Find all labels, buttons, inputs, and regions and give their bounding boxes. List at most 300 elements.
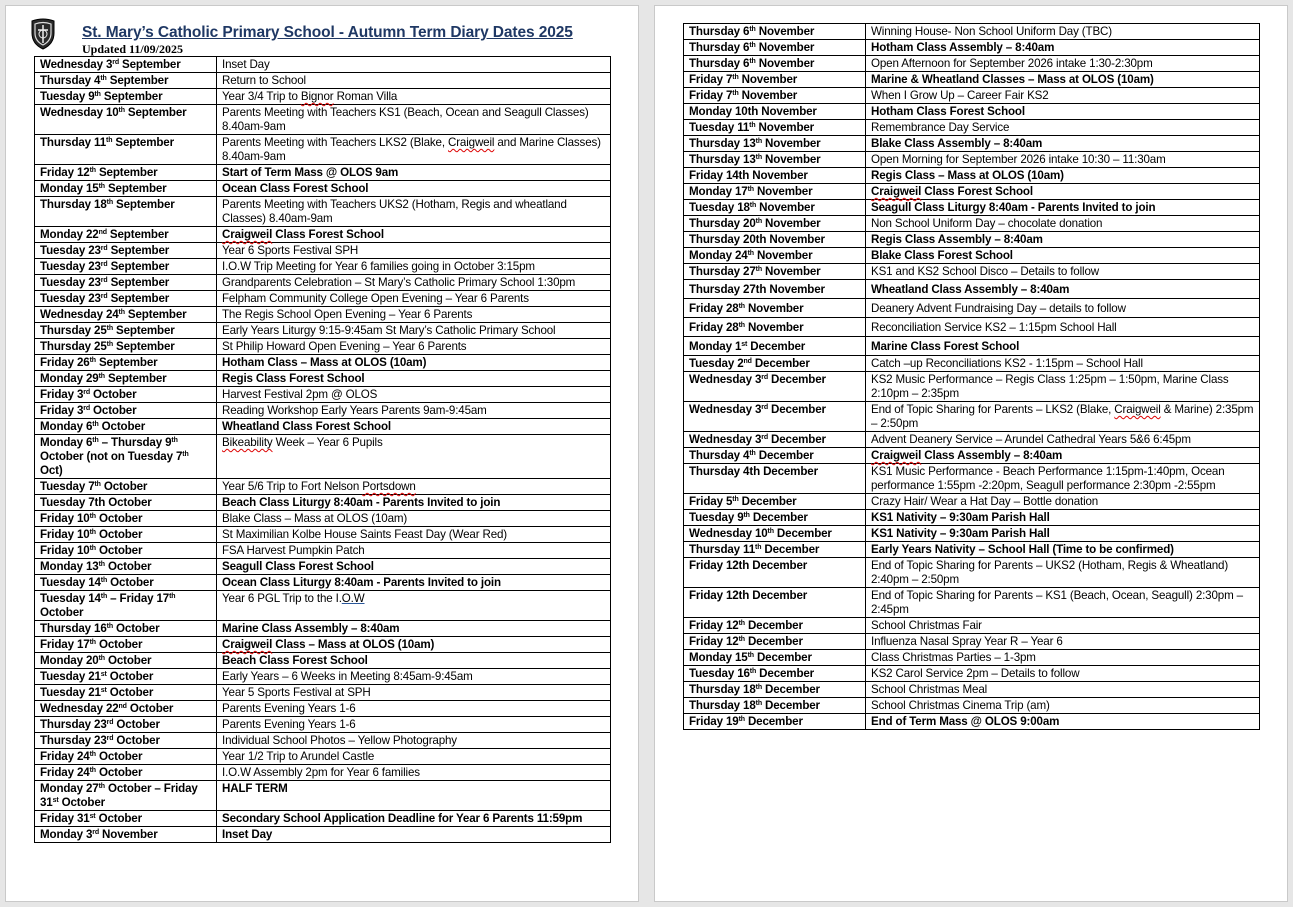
- diary-row: [35, 371, 611, 387]
- event-description: Winning House- Non School Uniform Day (TBC): [866, 24, 1260, 40]
- event-date: Wednesday 24th September: [35, 307, 217, 323]
- event-date: Friday 24th October: [35, 765, 217, 781]
- event-description: Wheatland Class Assembly – 8:40am: [866, 280, 1260, 299]
- ordinal-suffix: th: [106, 623, 113, 630]
- diary-row: [684, 72, 1260, 88]
- event-date: Thursday 6th November: [684, 56, 866, 72]
- event-date: Tuesday 11th November: [684, 120, 866, 136]
- ordinal-suffix: st: [100, 687, 107, 694]
- event-description: Influenza Nasal Spray Year R – Year 6: [866, 634, 1260, 650]
- diary-row: [684, 40, 1260, 56]
- event-description: Marine Class Assembly – 8:40am: [217, 621, 611, 637]
- diary-row: [684, 264, 1260, 280]
- event-description: Advent Deanery Service – Arundel Cathedral Years 5&6 6:45pm: [866, 432, 1260, 448]
- event-description: Reconciliation Service KS2 – 1:15pm School Hall: [866, 318, 1260, 337]
- event-date: Friday 10th October: [35, 527, 217, 543]
- event-date: Tuesday 21st October: [35, 685, 217, 701]
- diary-row: [35, 339, 611, 355]
- ordinal-suffix: th: [98, 655, 105, 662]
- diary-dates-table: [683, 23, 1260, 730]
- diary-row: [684, 24, 1260, 40]
- ordinal-suffix: th: [106, 341, 113, 348]
- diary-row: [684, 200, 1260, 216]
- ordinal-suffix: th: [89, 167, 96, 174]
- event-date: Thursday 23rd October: [35, 733, 217, 749]
- event-description: KS1 Nativity – 9:30am Parish Hall: [866, 526, 1260, 542]
- ordinal-suffix: th: [749, 668, 757, 675]
- diary-row: [35, 811, 611, 827]
- diary-row: [35, 435, 611, 479]
- ordinal-suffix: th: [89, 751, 96, 758]
- updated-date: Updated 11/09/2025: [82, 42, 184, 56]
- event-date: Monday 13th October: [35, 559, 217, 575]
- diary-row: [35, 717, 611, 733]
- event-description: Blake Class – Mass at OLOS (10am): [217, 511, 611, 527]
- event-date: Wednesday 3rd December: [684, 372, 866, 402]
- ordinal-suffix: th: [106, 199, 113, 206]
- event-date: Friday 26th September: [35, 355, 217, 371]
- event-date: Friday 14th November: [684, 168, 866, 184]
- diary-row: [35, 701, 611, 717]
- event-date: Thursday 11th September: [35, 135, 217, 165]
- diary-row: [35, 765, 611, 781]
- ordinal-suffix: th: [100, 593, 108, 600]
- event-date: Thursday 18th December: [684, 682, 866, 698]
- ordinal-suffix: st: [52, 797, 59, 804]
- ordinal-suffix: th: [98, 561, 105, 568]
- event-date: Monday 17th November: [684, 184, 866, 200]
- event-description: Secondary School Application Deadline for Year 6 Parents 11:59pm: [217, 811, 611, 827]
- diary-row: [35, 243, 611, 259]
- diary-row: [35, 89, 611, 105]
- diary-row: [35, 559, 611, 575]
- ordinal-suffix: th: [89, 529, 96, 536]
- spellcheck-word: Craigweil: [871, 449, 922, 462]
- event-description: Open Morning for September 2026 intake 10:30 – 11:30am: [866, 152, 1260, 168]
- diary-row: [684, 588, 1260, 618]
- ordinal-suffix: rd: [83, 389, 90, 396]
- event-date: Tuesday 9th December: [684, 510, 866, 526]
- event-description: When I Grow Up – Career Fair KS2: [866, 88, 1260, 104]
- event-description: Early Years Nativity – School Hall (Time to be confirmed): [866, 542, 1260, 558]
- diary-row: [35, 291, 611, 307]
- ordinal-suffix: rd: [100, 293, 108, 300]
- event-date: Monday 29th September: [35, 371, 217, 387]
- event-description: Crazy Hair/ Wear a Hat Day – Bottle donation: [866, 494, 1260, 510]
- event-description: Seagull Class Liturgy 8:40am - Parents Invited to join: [866, 200, 1260, 216]
- ordinal-suffix: th: [738, 321, 745, 329]
- event-description: Inset Day: [217, 827, 611, 843]
- event-date: Friday 12th December: [684, 618, 866, 634]
- diary-row: [684, 299, 1260, 318]
- ordinal-suffix: rd: [761, 404, 768, 411]
- event-date: Thursday 20th November: [684, 216, 866, 232]
- event-description: End of Term Mass @ OLOS 9:00am: [866, 714, 1260, 730]
- event-date: Monday 15th December: [684, 650, 866, 666]
- event-description: Craigweil Class Assembly – 8:40am: [866, 448, 1260, 464]
- event-date: Friday 3rd October: [35, 403, 217, 419]
- event-date: Thursday 23rd October: [35, 717, 217, 733]
- diary-row: [684, 698, 1260, 714]
- ordinal-suffix: th: [89, 639, 96, 646]
- diary-row: [35, 511, 611, 527]
- event-date: Tuesday 21st October: [35, 669, 217, 685]
- event-description: School Christmas Cinema Trip (am): [866, 698, 1260, 714]
- event-description: Non School Uniform Day – chocolate donation: [866, 216, 1260, 232]
- event-description: I.O.W Trip Meeting for Year 6 families going in October 3:15pm: [217, 259, 611, 275]
- event-description: Reading Workshop Early Years Parents 9am-9:45am: [217, 403, 611, 419]
- ordinal-suffix: th: [100, 75, 107, 82]
- ordinal-suffix: th: [755, 138, 762, 145]
- event-description: Hotham Class Forest School: [866, 104, 1260, 120]
- event-description: Hotham Class – Mass at OLOS (10am): [217, 355, 611, 371]
- diary-row: [684, 56, 1260, 72]
- event-date: Wednesday 3rd December: [684, 432, 866, 448]
- diary-row: [35, 181, 611, 197]
- ordinal-suffix: rd: [100, 245, 108, 252]
- diary-row: [35, 543, 611, 559]
- event-description: Catch –up Reconciliations KS2 - 1:15pm – School Hall: [866, 356, 1260, 372]
- diary-row: [684, 618, 1260, 634]
- event-description: Deanery Advent Fundraising Day – details to follow: [866, 299, 1260, 318]
- ordinal-suffix: st: [100, 671, 107, 678]
- diary-row: [35, 419, 611, 435]
- event-date: Friday 3rd October: [35, 387, 217, 403]
- ordinal-suffix: th: [755, 684, 762, 691]
- spellcheck-word: Craigweil: [1114, 403, 1161, 416]
- event-description: Wheatland Class Forest School: [217, 419, 611, 435]
- event-date: Friday 5th December: [684, 494, 866, 510]
- event-description: Blake Class Forest School: [866, 248, 1260, 264]
- event-date: Friday 10th October: [35, 511, 217, 527]
- event-date: Thursday 18th December: [684, 698, 866, 714]
- event-date: Thursday 6th November: [684, 40, 866, 56]
- diary-row: [684, 666, 1260, 682]
- diary-row: [684, 280, 1260, 299]
- event-date: Tuesday 18th November: [684, 200, 866, 216]
- ordinal-suffix: th: [169, 593, 176, 600]
- event-description: Felpham Community College Open Evening – Year 6 Parents: [217, 291, 611, 307]
- ordinal-suffix: th: [747, 250, 754, 257]
- event-description: I.O.W Assembly 2pm for Year 6 families: [217, 765, 611, 781]
- event-date: Wednesday 3rd December: [684, 402, 866, 432]
- ordinal-suffix: th: [118, 107, 125, 114]
- document-title: St. Mary’s Catholic Primary School - Autumn Term Diary Dates 2025: [82, 24, 573, 41]
- event-date: Thursday 11th December: [684, 542, 866, 558]
- ordinal-suffix: th: [106, 325, 113, 332]
- diary-row: [684, 88, 1260, 104]
- ordinal-suffix: th: [738, 636, 745, 643]
- event-description: KS1 Music Performance - Beach Performance 1:15pm-1:40pm, Ocean performance 1:55pm -2:20pm, Seagull performance 2:30pm -2:55pm: [866, 464, 1260, 494]
- ordinal-suffix: th: [747, 652, 754, 659]
- spellcheck-word: Bikeability: [222, 436, 273, 449]
- ordinal-suffix: nd: [743, 358, 752, 365]
- event-date: Wednesday 10th December: [684, 526, 866, 542]
- diary-row: [684, 526, 1260, 542]
- diary-row: [684, 494, 1260, 510]
- ordinal-suffix: th: [106, 137, 113, 144]
- ordinal-suffix: th: [92, 421, 99, 428]
- ordinal-suffix: rd: [761, 374, 768, 381]
- event-description: Hotham Class Assembly – 8:40am: [866, 40, 1260, 56]
- diary-row: [35, 781, 611, 811]
- ordinal-suffix: th: [743, 512, 750, 519]
- diary-row: [35, 733, 611, 749]
- diary-row: [35, 685, 611, 701]
- school-crest-icon: [29, 18, 57, 50]
- event-description: Craigweil Class – Mass at OLOS (10am): [217, 637, 611, 653]
- ordinal-suffix: th: [100, 577, 108, 584]
- event-description: KS1 and KS2 School Disco – Details to follow: [866, 264, 1260, 280]
- diary-row: [35, 669, 611, 685]
- event-description: Parents Evening Years 1-6: [217, 701, 611, 717]
- event-date: Thursday 13th November: [684, 136, 866, 152]
- ordinal-suffix: th: [94, 481, 101, 488]
- event-date: Friday 7th November: [684, 72, 866, 88]
- ordinal-suffix: st: [89, 813, 96, 820]
- diary-row: [35, 57, 611, 73]
- ordinal-suffix: th: [755, 700, 762, 707]
- event-description: End of Topic Sharing for Parents – UKS2 (Hotham, Regis & Wheatland) 2:40pm – 2:50pm: [866, 558, 1260, 588]
- event-description: Class Christmas Parties – 1-3pm: [866, 650, 1260, 666]
- event-date: Wednesday 10th September: [35, 105, 217, 135]
- diary-row: [684, 634, 1260, 650]
- diary-row: [35, 227, 611, 243]
- diary-row: [35, 637, 611, 653]
- event-date: Friday 12th December: [684, 558, 866, 588]
- diary-row: [684, 248, 1260, 264]
- event-date: Friday 31st October: [35, 811, 217, 827]
- event-date: Tuesday 2nd December: [684, 356, 866, 372]
- ordinal-suffix: th: [755, 266, 762, 273]
- diary-row: [35, 275, 611, 291]
- event-description: Ocean Class Liturgy 8:40am - Parents Invited to join: [217, 575, 611, 591]
- event-date: Thursday 4th December: [684, 464, 866, 494]
- event-date: Thursday 20th November: [684, 232, 866, 248]
- event-description: Grandparents Celebration – St Mary’s Catholic Primary School 1:30pm: [217, 275, 611, 291]
- ordinal-suffix: th: [755, 154, 762, 161]
- diary-row: [684, 542, 1260, 558]
- event-date: Tuesday 7th October: [35, 495, 217, 511]
- ordinal-suffix: rd: [100, 261, 108, 268]
- ordinal-suffix: th: [747, 186, 754, 193]
- event-date: Friday 17th October: [35, 637, 217, 653]
- ordinal-suffix: th: [749, 202, 757, 209]
- spellcheck-word: Portsdown: [362, 480, 416, 493]
- event-date: Thursday 4th December: [684, 448, 866, 464]
- spellcheck-word: Bignor: [300, 90, 334, 103]
- diary-row: [35, 495, 611, 511]
- event-description: KS2 Music Performance – Regis Class 1:25pm – 1:50pm, Marine Class 2:10pm – 2:35pm: [866, 372, 1260, 402]
- event-date: Wednesday 22nd October: [35, 701, 217, 717]
- event-date: Friday 28th November: [684, 299, 866, 318]
- diary-row: [35, 387, 611, 403]
- event-date: Tuesday 14th – Friday 17th October: [35, 591, 217, 621]
- diary-row: [684, 558, 1260, 588]
- document-page-2: [654, 5, 1288, 902]
- diary-row: [684, 216, 1260, 232]
- event-description: FSA Harvest Pumpkin Patch: [217, 543, 611, 559]
- diary-row: [35, 749, 611, 765]
- event-date: Monday 20th October: [35, 653, 217, 669]
- diary-row: [684, 448, 1260, 464]
- event-description: Year 5/6 Trip to Fort Nelson Portsdown: [217, 479, 611, 495]
- diary-row: [684, 402, 1260, 432]
- ordinal-suffix: th: [89, 545, 96, 552]
- event-description: Craigweil Class Forest School: [866, 184, 1260, 200]
- diary-row: [684, 168, 1260, 184]
- event-date: Monday 24th November: [684, 248, 866, 264]
- diary-row: [35, 73, 611, 89]
- event-description: Marine & Wheatland Classes – Mass at OLOS (10am): [866, 72, 1260, 88]
- ordinal-suffix: th: [171, 437, 178, 444]
- event-date: Tuesday 23rd September: [35, 275, 217, 291]
- event-description: End of Topic Sharing for Parents – KS1 (Beach, Ocean, Seagull) 2:30pm – 2:45pm: [866, 588, 1260, 618]
- event-date: Friday 12th December: [684, 588, 866, 618]
- event-date: Monday 22nd September: [35, 227, 217, 243]
- event-date: Friday 28th November: [684, 318, 866, 337]
- event-date: Monday 15th September: [35, 181, 217, 197]
- ordinal-suffix: th: [92, 437, 99, 444]
- diary-row: [35, 323, 611, 339]
- event-date: Thursday 25th September: [35, 339, 217, 355]
- event-date: Thursday 25th September: [35, 323, 217, 339]
- diary-row: [35, 575, 611, 591]
- event-description: Seagull Class Forest School: [217, 559, 611, 575]
- ordinal-suffix: th: [732, 90, 739, 97]
- diary-row: [35, 165, 611, 181]
- diary-row: [684, 318, 1260, 337]
- event-description: Parents Meeting with Teachers UKS2 (Hotham, Regis and wheatland Classes) 8.40am-9am: [217, 197, 611, 227]
- event-description: Ocean Class Forest School: [217, 181, 611, 197]
- event-description: Regis Class – Mass at OLOS (10am): [866, 168, 1260, 184]
- diary-row: [35, 355, 611, 371]
- event-date: Monday 6th October: [35, 419, 217, 435]
- event-description: Year 5 Sports Festival at SPH: [217, 685, 611, 701]
- event-description: St Philip Howard Open Evening – Year 6 Parents: [217, 339, 611, 355]
- diary-row: [35, 307, 611, 323]
- event-description: Parents Evening Years 1-6: [217, 717, 611, 733]
- ordinal-suffix: rd: [100, 277, 108, 284]
- event-description: Early Years Liturgy 9:15-9:45am St Mary’s Catholic Primary School: [217, 323, 611, 339]
- event-date: Thursday 18th September: [35, 197, 217, 227]
- diary-row: [35, 105, 611, 135]
- event-description: Inset Day: [217, 57, 611, 73]
- event-description: Harvest Festival 2pm @ OLOS: [217, 387, 611, 403]
- diary-row: [684, 432, 1260, 448]
- diary-row: [684, 464, 1260, 494]
- event-date: Thursday 27th November: [684, 280, 866, 299]
- event-date: Thursday 13th November: [684, 152, 866, 168]
- ordinal-suffix: th: [89, 767, 96, 774]
- ordinal-suffix: th: [182, 451, 189, 458]
- event-description: School Christmas Fair: [866, 618, 1260, 634]
- diary-row: [684, 104, 1260, 120]
- event-description: KS1 Nativity – 9:30am Parish Hall: [866, 510, 1260, 526]
- ordinal-suffix: rd: [92, 829, 99, 836]
- diary-row: [684, 714, 1260, 730]
- ordinal-suffix: th: [738, 302, 745, 310]
- ordinal-suffix: th: [738, 620, 745, 627]
- ordinal-suffix: th: [98, 783, 105, 790]
- diary-row: [684, 232, 1260, 248]
- ordinal-suffix: th: [98, 183, 105, 190]
- ordinal-suffix: nd: [98, 229, 107, 236]
- event-description: Blake Class Assembly – 8:40am: [866, 136, 1260, 152]
- event-date: Friday 12th December: [684, 634, 866, 650]
- diary-row: [684, 510, 1260, 526]
- event-date: Friday 10th October: [35, 543, 217, 559]
- event-date: Friday 7th November: [684, 88, 866, 104]
- event-description: Bikeability Week – Year 6 Pupils: [217, 435, 611, 479]
- diary-row: [35, 527, 611, 543]
- event-description: Parents Meeting with Teachers KS1 (Beach, Ocean and Seagull Classes) 8.40am-9am: [217, 105, 611, 135]
- event-description: Beach Class Liturgy 8:40am - Parents Invited to join: [217, 495, 611, 511]
- event-date: Tuesday 9th September: [35, 89, 217, 105]
- event-description: Regis Class Assembly – 8:40am: [866, 232, 1260, 248]
- ordinal-suffix: th: [755, 218, 762, 225]
- ordinal-suffix: th: [118, 309, 125, 316]
- ordinal-suffix: rd: [106, 719, 114, 726]
- event-date: Monday 3rd November: [35, 827, 217, 843]
- event-date: Monday 27th October – Friday 31st October: [35, 781, 217, 811]
- ordinal-suffix: th: [89, 513, 96, 520]
- ordinal-suffix: rd: [106, 735, 114, 742]
- event-date: Tuesday 23rd September: [35, 259, 217, 275]
- ordinal-suffix: nd: [118, 703, 127, 710]
- diary-row: [35, 197, 611, 227]
- event-date: Wednesday 3rd September: [35, 57, 217, 73]
- diary-row: [35, 591, 611, 621]
- event-description: Open Afternoon for September 2026 intake 1:30-2:30pm: [866, 56, 1260, 72]
- diary-row: [684, 136, 1260, 152]
- event-date: Monday 6th – Thursday 9th October (not on Tuesday 7th Oct): [35, 435, 217, 479]
- spellcheck-word: Craigweil: [222, 228, 273, 241]
- event-description: Year 1/2 Trip to Arundel Castle: [217, 749, 611, 765]
- ordinal-suffix: th: [732, 496, 739, 503]
- event-description: Year 6 Sports Festival SPH: [217, 243, 611, 259]
- ordinal-suffix: rd: [83, 405, 90, 412]
- event-date: Friday 24th October: [35, 749, 217, 765]
- event-description: Early Years – 6 Weeks in Meeting 8:45am-9:45am: [217, 669, 611, 685]
- event-date: Tuesday 7th October: [35, 479, 217, 495]
- event-date: Tuesday 23rd September: [35, 291, 217, 307]
- event-date: Thursday 16th October: [35, 621, 217, 637]
- ordinal-suffix: th: [749, 58, 756, 65]
- event-description: HALF TERM: [217, 781, 611, 811]
- ordinal-suffix: th: [749, 450, 756, 457]
- diary-row: [35, 479, 611, 495]
- event-date: Thursday 27th November: [684, 264, 866, 280]
- spellcheck-word: Craigweil: [222, 638, 273, 651]
- ordinal-suffix: th: [732, 74, 739, 81]
- ordinal-suffix: th: [749, 42, 756, 49]
- diary-row: [684, 120, 1260, 136]
- event-description: Parents Meeting with Teachers LKS2 (Blake, Craigweil and Marine Classes) 8.40am-9am: [217, 135, 611, 165]
- ordinal-suffix: th: [98, 373, 105, 380]
- ordinal-suffix: st: [741, 340, 748, 348]
- event-description: Year 3/4 Trip to Bignor Roman Villa: [217, 89, 611, 105]
- diary-row: [684, 372, 1260, 402]
- diary-dates-table: [34, 56, 611, 843]
- diary-row: [684, 650, 1260, 666]
- ordinal-suffix: th: [767, 528, 774, 535]
- event-description: KS2 Carol Service 2pm – Details to follow: [866, 666, 1260, 682]
- event-description: Start of Term Mass @ OLOS 9am: [217, 165, 611, 181]
- event-description: Beach Class Forest School: [217, 653, 611, 669]
- document-page-1: [5, 5, 639, 902]
- event-date: Friday 12th September: [35, 165, 217, 181]
